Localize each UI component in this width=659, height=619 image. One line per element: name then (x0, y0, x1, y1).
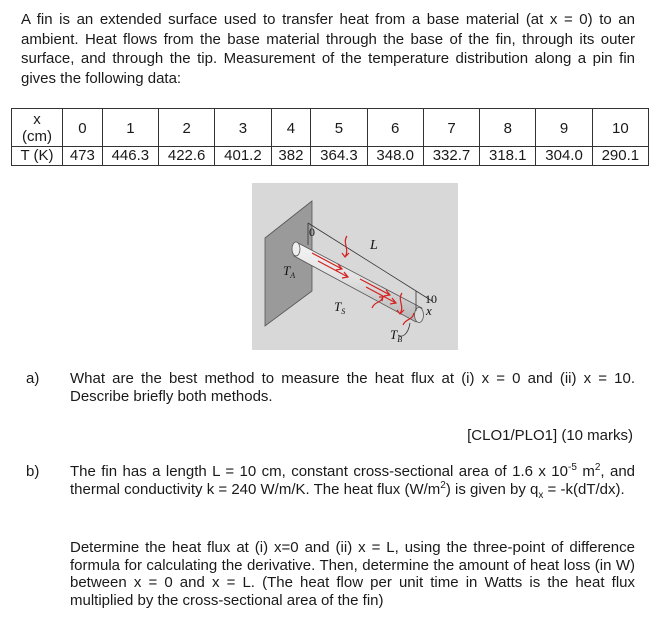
x-row (12, 109, 649, 147)
qb-p1-subscript: x (538, 489, 544, 501)
x-header-unit: (cm) (22, 128, 52, 145)
question-a-marks: [CLO1/PLO1] (10 marks) (467, 427, 633, 444)
question-a-label: a) (26, 370, 40, 387)
label-ta-symbol: T (283, 263, 291, 278)
t-cell: 401.2 (215, 147, 271, 166)
x-cell: 2 (159, 109, 215, 147)
x-header-symbol: x (33, 111, 41, 128)
label-x-axis: x (426, 303, 432, 318)
t-cell: 364.3 (311, 147, 367, 166)
x-cell: 8 (480, 109, 536, 147)
label-ta-subscript: A (290, 271, 296, 280)
t-cell: 290.1 (592, 147, 648, 166)
question-b-paragraph-1 (70, 462, 635, 501)
t-cell: 304.0 (536, 147, 592, 166)
x-header (12, 109, 63, 147)
t-cell: 473 (63, 147, 103, 166)
t-cell: 348.0 (367, 147, 423, 166)
x-cell: 0 (63, 109, 103, 147)
question-b-paragraph-2: Determine the heat flux at (i) x=0 and (ii) x = L, using the three-point of difference formula for calculating the derivative. Then, determine the amount of heat loss (in W) between x = 0 and x = L. (The heat flow per unit time in Watts is the heat flux multiplied by the cross-sectional area of the fin) (70, 539, 635, 609)
x-cell: 6 (367, 109, 423, 147)
qb-p1-text-4: ) is given by q (445, 480, 539, 498)
label-length: L (370, 238, 378, 253)
x-cell: 7 (423, 109, 479, 147)
x-cell: 3 (215, 109, 271, 147)
qb-p1-square-1: 2 (594, 462, 601, 473)
t-cell: 332.7 (423, 147, 479, 166)
t-cell: 422.6 (159, 147, 215, 166)
label-ten: 10 (425, 292, 437, 306)
qb-p1-text-5: = -k(dT/dx). (543, 480, 625, 498)
label-tb-subscript: B (397, 335, 403, 344)
t-row (12, 147, 649, 166)
t-cell: 446.3 (102, 147, 158, 166)
x-cell: 10 (592, 109, 648, 147)
label-ts-subscript: S (341, 307, 346, 316)
qb-p1-exponent: -5 (568, 462, 577, 473)
qb-p1-text-3: , and thermal conductivity k = 240 W/m/K. The heat flux (W/m (70, 463, 635, 498)
t-cell: 318.1 (480, 147, 536, 166)
question-b-label: b) (26, 463, 40, 480)
intro-paragraph: A fin is an extended surface used to transfer heat from a base material (at x = 0) to an ambient. Heat flows from the base material through the base of the fin, through its outer surface, and through the tip. Measurement of the temperature distribution along a pin fin gives the following data: (21, 11, 635, 87)
temperature-data-table (11, 108, 649, 166)
t-header: T (K) (12, 147, 63, 166)
label-zero: 0 (309, 225, 315, 239)
pin-fin-diagram (252, 183, 458, 350)
qb-p1-square-2: 2 (440, 479, 446, 491)
qb-p1-text-1: The fin has a length L = 10 cm, constant cross-sectional area of 1.6 x 10 (70, 463, 568, 480)
x-cell: 5 (311, 109, 367, 147)
x-cell: 1 (102, 109, 158, 147)
label-tb-symbol: T (390, 327, 398, 342)
qb-p1-text-2: m (576, 463, 595, 480)
label-ts-symbol: T (334, 299, 342, 314)
t-cell: 382 (271, 147, 311, 166)
x-cell: 4 (271, 109, 311, 147)
question-a-text: What are the best method to measure the heat flux at (i) x = 0 and (ii) x = 10. Describe briefly both methods. (70, 370, 635, 405)
fin-base-end (292, 242, 300, 256)
x-cell: 9 (536, 109, 592, 147)
